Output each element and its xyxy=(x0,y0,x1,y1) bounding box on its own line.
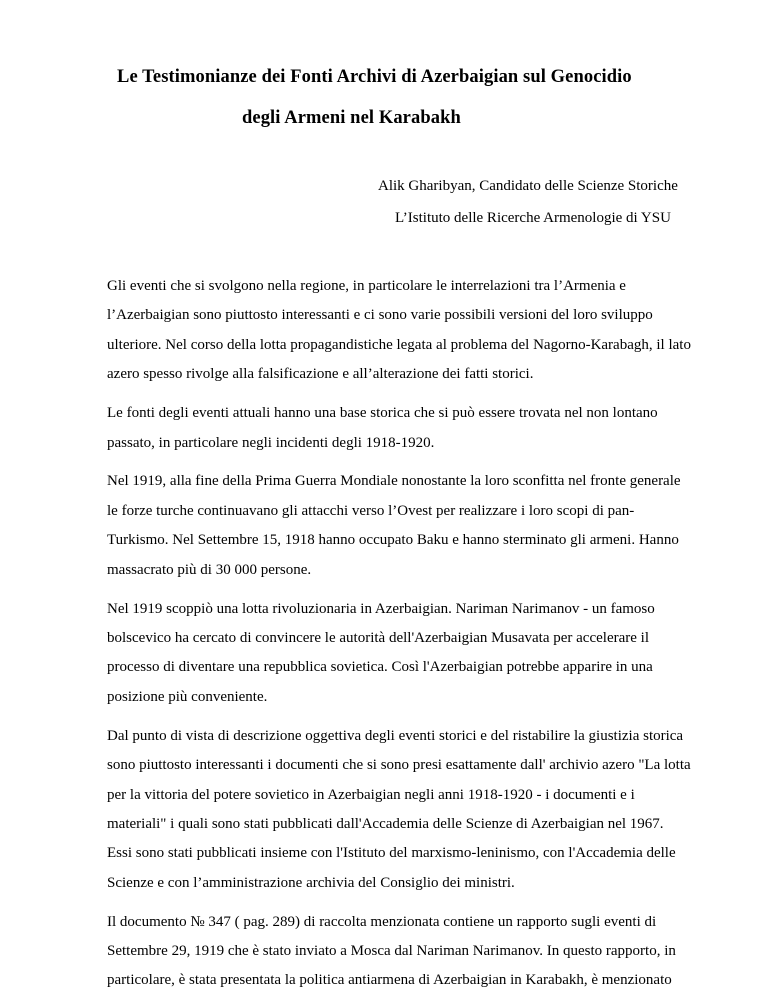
paragraph-line: materiali" i quali sono stati pubblicati dall'Accademia delle Scienze di Azerbaigian nel 1967. xyxy=(107,815,664,832)
paragraph xyxy=(107,272,747,390)
paragraph-line: Le fonti degli eventi attuali hanno una base storica che si può essere trovata nel non lontano xyxy=(107,405,658,422)
paragraph xyxy=(107,908,747,996)
paragraph xyxy=(107,467,747,585)
paragraph xyxy=(107,399,747,458)
paragraph-line: le forze turche continuavano gli attacchi verso l’Ovest per realizzare i loro scopi di pan- xyxy=(107,502,635,519)
paragraph xyxy=(107,722,747,898)
paragraph-line: processo di diventare una repubblica sovietica. Così l'Azerbaigian potrebbe apparire in una xyxy=(107,659,653,676)
document-title-line-2: degli Armeni nel Karabakh xyxy=(242,108,461,128)
paragraph-line: Scienze e con l’amministrazione archivia del Consiglio dei ministri. xyxy=(107,874,515,891)
paragraph-line: azero spesso rivolge alla falsificazione e all’alterazione dei fatti storici. xyxy=(107,366,534,383)
author-affiliation: L’Istituto delle Ricerche Armenologie di YSU xyxy=(395,210,671,226)
paragraph-line: Settembre 29, 1919 che è stato inviato a Mosca dal Nariman Narimanov. In questo rapporto, in xyxy=(107,943,676,960)
paragraph-line: passato, in particolare negli incidenti degli 1918-1920. xyxy=(107,434,435,451)
paragraph-line: Gli eventi che si svolgono nella regione, in particolare le interrelazioni tra l’Armenia e xyxy=(107,278,626,294)
document-body xyxy=(107,272,747,1005)
paragraph-line: l’Azerbaigian sono piuttosto interessanti e ci sono varie possibili versioni del loro sviluppo xyxy=(107,307,653,324)
paragraph-line: particolare, è stata presentata la politica antiarmena di Azerbaigian in Karabakh, è menzionato xyxy=(107,972,672,989)
document-title-line-1: Le Testimonianze dei Fonti Archivi di Azerbaigian sul Genocidio xyxy=(117,67,632,87)
paragraph-line: Turkismo. Nel Settembre 15, 1918 hanno occupato Baku e hanno sterminato gli armeni. Hanno xyxy=(107,532,679,549)
paragraph xyxy=(107,595,747,713)
paragraph-line: sono piuttosto interessanti i documenti che si sono presi esattamente dall' archivio azero "La lotta xyxy=(107,757,691,774)
author-name: Alik Gharibyan, Candidato delle Scienze Storiche xyxy=(378,178,678,194)
paragraph-line: massacrato più di 30 000 persone. xyxy=(107,561,312,578)
paragraph-line: Nel 1919, alla fine della Prima Guerra Mondiale nonostante la loro sconfitta nel fronte generale xyxy=(107,473,681,490)
paragraph-line: Il documento № 347 ( pag. 289) di raccolta menzionata contiene un rapporto sugli eventi di xyxy=(107,913,657,930)
paragraph-line: Dal punto di vista di descrizione oggettiva degli eventi storici e del ristabilire la giustizia storica xyxy=(107,727,684,744)
paragraph-line: bolscevico ha cercato di convincere le autorità dell'Azerbaigian Musavata per accelerare il xyxy=(107,629,649,646)
paragraph-line: ulteriore. Nel corso della lotta propagandistiche legata al problema del Nagorno-Karabagh, il lato xyxy=(107,336,691,353)
paragraph-line: posizione più conveniente. xyxy=(107,688,268,705)
paragraph-line: Essi sono stati pubblicati insieme con l'Istituto del marxismo-leninismo, con l'Accademia delle xyxy=(107,845,676,862)
paragraph-line: Nel 1919 scoppiò una lotta rivoluzionaria in Azerbaigian. Nariman Narimanov - un famoso xyxy=(107,600,655,617)
paragraph-line: per la vittoria del potere sovietico in Azerbaigian negli anni 1918-1920 - i documenti e i xyxy=(107,786,635,803)
